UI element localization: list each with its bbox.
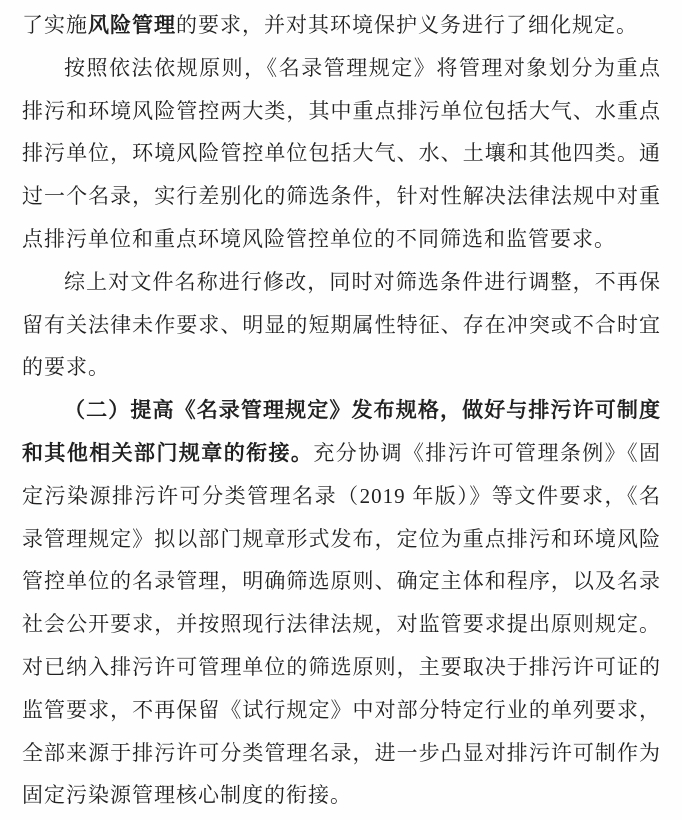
text-segment: 按照依法依规原则，《名录管理规定》将管理对象划分为重点排污和环境风险管控两大类，其中重点排污单位包括大气、水重点排污单位，环境风险管控单位包括大气、水、土壤和其他四类。通过一个名录，实行差别化的筛选条件，针对性解决法律法规中对重点排污单位和重点环境风险管控单位的不同筛选和监管要求。: [22, 55, 661, 251]
section-heading-bold: （二）提高《名录管理规定》发布规格，做好与排污许可制度和其他相关部门规章的衔接。: [22, 398, 661, 465]
text-segment: 综上对文件名称进行修改，同时对筛选条件进行调整，不再保留有关法律未作要求、明显的短期属性特征、存在冲突或不合时宜的要求。: [22, 269, 661, 380]
paragraph-section-two: [22, 389, 661, 817]
text-segment: 充分协调《排污许可管理条例》《固定污染源排污许可分类管理名录（2019 年版）》等文件要求，《名录管理规定》拟以部门规章形式发布，定位为重点排污和环境风险管控单位的名录管理，明确筛选原则、确定主体和程序，以及名录社会公开要求，并按照现行法律法规，对监管要求提出原则规定。对已纳入排污许可管理单位的筛选原则，主要取决于排污许可证的监管要求，不再保留《试行规定》中对部分特定行业的单列要求，全部来源于排污许可分类管理名录，进一步凸显对排污许可制作为固定污染源管理核心制度的衔接。: [22, 440, 662, 808]
paragraph-classification: [22, 47, 661, 261]
paragraph-summary: [22, 261, 661, 389]
text-segment: 了实施: [22, 13, 88, 37]
text-segment: 的要求，并对其环境保护义务进行了细化规定。: [176, 13, 638, 37]
bold-term-risk-management: 风险管理: [88, 13, 176, 37]
paragraph-continuation: [22, 4, 661, 47]
